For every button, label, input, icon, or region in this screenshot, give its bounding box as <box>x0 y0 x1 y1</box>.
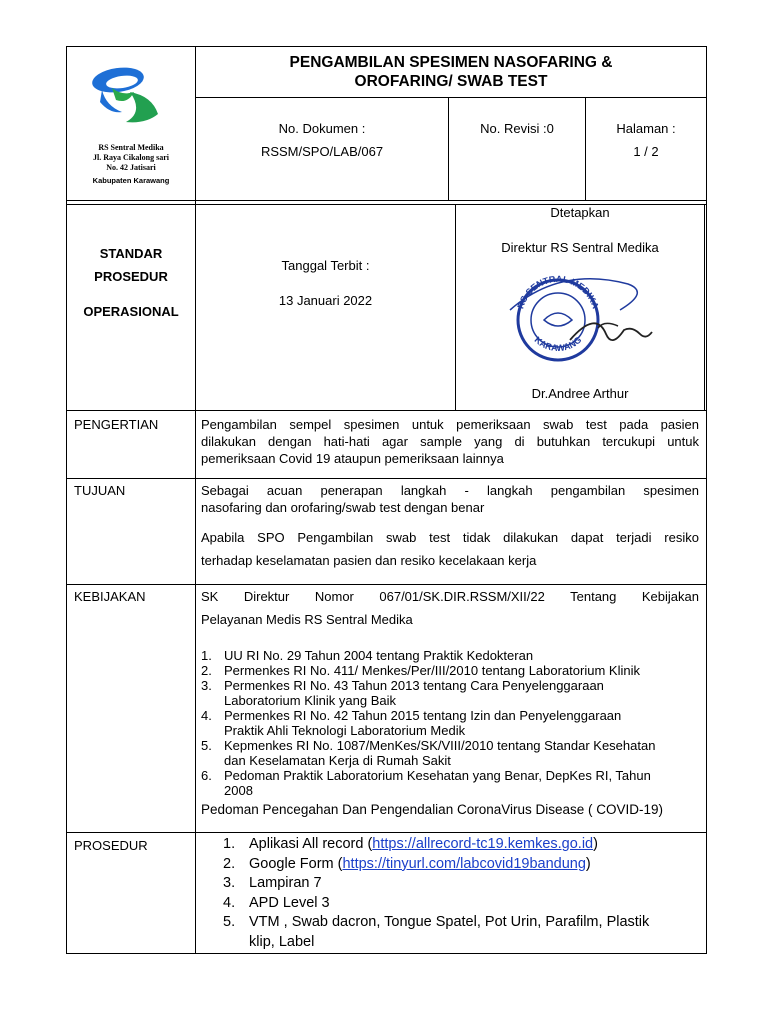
list-item-number: 1. <box>223 836 236 852</box>
tujuan-p1-line-1: Sebagai acuan penerapan langkah - langkah pengambilan spesimen <box>201 483 699 498</box>
allrecord-link[interactable]: https://allrecord-tc19.kemkes.go.id <box>372 836 594 852</box>
svg-text:KARAWANG <box>533 335 584 354</box>
sop-label-standar: STANDAR <box>99 246 163 261</box>
hospital-regency: Kabupaten Karawang <box>92 176 170 185</box>
sop-label-prosedur: PROSEDUR <box>94 269 168 284</box>
list-item <box>223 894 699 914</box>
list-item <box>201 708 699 738</box>
issue-date-value: 13 Januari 2022 <box>278 293 373 308</box>
list-item-number: 1. <box>201 648 212 663</box>
list-item-text: Kepmenkes RI No. 1087/MenKes/SK/VIII/2010 tentang Standar Kesehatan <box>224 738 656 753</box>
list-item <box>223 835 699 855</box>
list-item-text: VTM , Swab dacron, Tongue Spatel, Pot Urin, Parafilm, Plastik <box>249 914 650 930</box>
doc-number-label: No. Dokumen : <box>278 121 366 136</box>
hospital-logo-icon <box>82 62 178 132</box>
list-item-text-cont: 2008 <box>224 783 253 798</box>
google-form-link[interactable]: https://tinyurl.com/labcovid19bandung <box>342 855 586 872</box>
kebijakan-intro-line-1: SK Direktur Nomor 067/01/SK.DIR.RSSM/XII/22 Tentang Kebijakan <box>201 589 699 604</box>
stamp-icon <box>500 270 660 370</box>
list-item-number: 2. <box>201 663 212 678</box>
list-item-number: 3. <box>201 678 212 693</box>
list-item-text-cont: Praktik Ahli Teknologi Laboratorium Medik <box>224 723 466 738</box>
sop-label-operasional: OPERASIONAL <box>83 304 179 319</box>
list-item <box>201 648 699 663</box>
pengertian-line-1: Pengambilan sempel spesimen untuk pemeriksaan swab test pada pasien <box>201 417 699 432</box>
list-item <box>223 913 699 952</box>
director-title: Direktur RS Sentral Medika <box>501 240 659 255</box>
list-item-number: 2. <box>223 855 236 872</box>
prosedur-list <box>223 835 699 952</box>
list-item-text: Pedoman Praktik Laboratorium Kesehatan yang Benar, DepKes RI, Tahun <box>224 768 651 783</box>
section-label-tujuan: TUJUAN <box>74 483 126 498</box>
kebijakan-intro-line-2: Pelayanan Medis RS Sentral Medika <box>201 612 413 627</box>
kebijakan-closing: Pedoman Pencegahan Dan Pengendalian CoronaVirus Disease ( COVID-19) <box>201 802 664 817</box>
tujuan-p1-line-2: nasofaring dan orofaring/swab test dengan benar <box>201 500 485 515</box>
pengertian-line-2: dilakukan dengan hati-hati agar sample yang di butuhkan tercukupi untuk <box>201 434 699 449</box>
section-label-pengertian: PENGERTIAN <box>74 417 159 432</box>
list-item-number: 5. <box>201 738 212 753</box>
list-item-text: Permenkes RI No. 42 Tahun 2015 tentang Izin dan Penyelenggaraan <box>224 708 622 723</box>
list-item-number: 5. <box>223 914 236 930</box>
list-item <box>201 768 699 798</box>
director-stamp <box>500 270 660 370</box>
director-name: Dr.Andree Arthur <box>531 386 629 401</box>
kebijakan-reference-list <box>201 648 699 798</box>
issue-date-label: Tanggal Terbit : <box>281 258 370 273</box>
tujuan-p2-line-2: terhadap keselamatan pasien dan resiko kecelakaan kerja <box>201 553 537 568</box>
list-item-text-end: ) <box>585 855 591 872</box>
list-item-text-cont: klip, Label <box>249 933 315 950</box>
established-label: Dtetapkan <box>550 205 610 220</box>
list-item-text: Permenkes RI No. 43 Tahun 2013 tentang Cara Penyelenggaraan <box>224 678 604 693</box>
document-title-line-1: PENGAMBILAN SPESIMEN NASOFARING & <box>289 54 613 71</box>
doc-number-value: RSSM/SPO/LAB/067 <box>260 144 384 159</box>
revision-number: No. Revisi :0 <box>480 121 554 136</box>
list-item-text-cont: Laboratorium Klinik yang Baik <box>224 693 396 708</box>
tujuan-p2-line-1: Apabila SPO Pengambilan swab test tidak dilakukan dapat terjadi resiko <box>201 530 699 545</box>
list-item-number: 6. <box>201 768 212 783</box>
list-item-text: Aplikasi All record ( <box>249 836 373 852</box>
list-item-number: 3. <box>223 875 236 891</box>
stamp-top-text: RS SENTRAL MEDIKA <box>515 273 601 310</box>
section-label-prosedur: PROSEDUR <box>74 838 148 853</box>
list-item-text: APD Level 3 <box>249 894 330 911</box>
list-item <box>223 855 699 875</box>
page-label: Halaman : <box>616 121 676 136</box>
list-item <box>201 678 699 708</box>
hospital-address-1: Jl. Raya Cikalong sari <box>92 153 169 162</box>
section-label-kebijakan: KEBIJAKAN <box>74 589 146 604</box>
page-value: 1 / 2 <box>633 144 659 159</box>
hospital-address-2: No. 42 Jatisari <box>106 163 156 172</box>
stamp-bottom-text: KARAWANG <box>532 334 584 354</box>
list-item <box>223 874 699 894</box>
list-item <box>201 738 699 768</box>
pengertian-line-3: pemeriksaan Covid 19 ataupun pemeriksaan lainnya <box>201 451 504 466</box>
list-item-number: 4. <box>201 708 212 723</box>
list-item <box>201 663 699 678</box>
list-item-text-cont: dan Keselamatan Kerja di Rumah Sakit <box>224 753 451 768</box>
list-item-text: Google Form ( <box>249 855 343 872</box>
document-title-line-2: OROFARING/ SWAB TEST <box>354 73 548 90</box>
hospital-name: RS Sentral Medika <box>98 143 164 152</box>
list-item-number: 4. <box>223 894 236 911</box>
list-item-text: UU RI No. 29 Tahun 2004 tentang Praktik Kedokteran <box>224 648 534 663</box>
list-item-text: Permenkes RI No. 411/ Menkes/Per/III/2010 tentang Laboratorium Klinik <box>224 663 640 678</box>
hospital-logo <box>82 62 178 132</box>
list-item-text-end: ) <box>593 836 598 852</box>
list-item-text: Lampiran 7 <box>249 875 322 891</box>
